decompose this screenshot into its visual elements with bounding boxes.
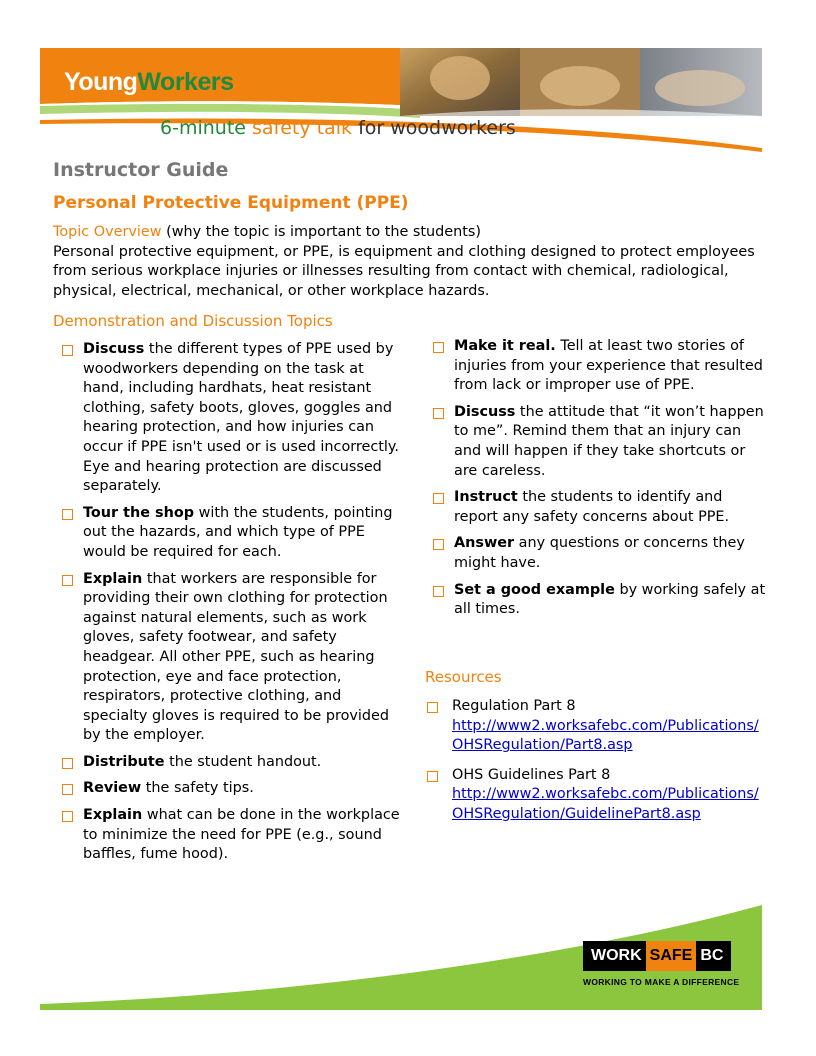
list-item xyxy=(61,779,401,799)
resource-label: OHS Guidelines Part 8 xyxy=(452,766,611,783)
checkbox-icon xyxy=(62,575,73,586)
item-text: that workers are responsible for providing their own clothing for protection against natural elements, such as work gloves, safety footwear, and safety headgear. All other PPE, such as hearing protection, eye and face protection, respirators, protective clothing, and specialty gloves is required to be provided by the employer. xyxy=(83,570,390,744)
item-text: the students to identify and report any safety concerns about PPE. xyxy=(454,489,730,525)
item-bold: Tour the shop xyxy=(83,504,195,521)
resource-item xyxy=(425,766,765,825)
logo-safe: SAFE xyxy=(646,941,697,971)
item-bold: Discuss xyxy=(83,341,145,357)
tagline-safety-talk: safety talk xyxy=(252,117,353,139)
tagline-audience: for woodworkers xyxy=(358,117,516,139)
list-item xyxy=(61,753,401,773)
checkbox-icon xyxy=(62,784,73,795)
item-bold: Distribute xyxy=(83,753,165,770)
section-title: Personal Protective Equipment (PPE) xyxy=(53,193,409,213)
list-item xyxy=(61,570,401,746)
item-bold: Discuss xyxy=(454,403,516,420)
checkbox-icon xyxy=(433,539,444,550)
list-item xyxy=(432,337,768,396)
list-item xyxy=(61,806,401,865)
item-bold: Instruct xyxy=(454,489,518,506)
overview-subheading: (why the topic is important to the students) xyxy=(166,224,482,240)
document-title: Instructor Guide xyxy=(53,159,229,181)
banner-tagline xyxy=(160,117,516,139)
item-text: Tell at least two stories of injuries from your experience that resulted from lack or improper use of PPE. xyxy=(454,338,763,394)
checkbox-icon xyxy=(62,509,73,520)
item-text: any questions or concerns they might have. xyxy=(454,535,745,571)
worksafebc-logo xyxy=(583,941,739,987)
checkbox-icon xyxy=(433,342,444,353)
checkbox-icon xyxy=(433,493,444,504)
list-item xyxy=(432,534,768,573)
list-item xyxy=(61,504,401,563)
resources-list xyxy=(425,697,765,835)
logo-bc: BC xyxy=(696,941,731,971)
overview-heading: Topic Overview xyxy=(53,224,162,240)
checkbox-icon xyxy=(427,702,438,713)
brand-young: Young xyxy=(64,68,138,96)
overview-body: Personal protective equipment, or PPE, is equipment and clothing designed to protect employees from serious workplace injuries or illnesses resulting from contact with chemical, radiological, physical, electrical, mechanical, or other workplace hazards. xyxy=(53,243,755,299)
item-text: with the students, pointing out the hazards, and which type of PPE would be required for each. xyxy=(83,504,393,560)
checkbox-icon xyxy=(62,811,73,822)
resource-label: Regulation Part 8 xyxy=(452,698,576,714)
checkbox-icon xyxy=(433,408,444,419)
list-item xyxy=(61,340,401,497)
item-text: the safety tips. xyxy=(141,780,254,797)
resource-link[interactable]: http://www2.worksafebc.com/Publications/OHSRegulation/Part8.asp xyxy=(452,717,759,754)
item-bold: Make it real. xyxy=(454,338,556,354)
item-text: what can be done in the workplace to minimize the need for PPE (e.g., sound baffles, fume hood). xyxy=(83,807,400,863)
youngworkers-logo xyxy=(64,68,234,97)
list-item xyxy=(432,403,768,481)
item-bold: Explain xyxy=(83,807,143,824)
woodworking-photos xyxy=(400,48,762,116)
resources-heading: Resources xyxy=(425,668,502,686)
checkbox-icon xyxy=(62,758,73,769)
logo-tagline: WORKING TO MAKE A DIFFERENCE xyxy=(583,977,740,987)
demo-heading: Demonstration and Discussion Topics xyxy=(53,312,333,330)
resource-link[interactable]: http://www2.worksafebc.com/Publications/OHSRegulation/GuidelinePart8.asp xyxy=(452,786,759,822)
resource-item xyxy=(425,697,765,756)
item-bold: Review xyxy=(83,780,142,797)
item-bold: Set a good example xyxy=(454,581,615,598)
checkbox-icon xyxy=(433,586,444,597)
logo-work: WORK xyxy=(583,941,646,971)
checkbox-icon xyxy=(62,345,73,356)
item-bold: Explain xyxy=(83,570,143,587)
list-item xyxy=(432,581,768,620)
item-text: the different types of PPE used by woodworkers depending on the task at hand, including hardhats, heat resistant clothing, safety boots, gloves, goggles and hearing protection, and how injuries can occur if PPE isn't used or is used incorrectly. Eye and hearing protection are discussed separately. xyxy=(83,341,399,495)
list-item xyxy=(432,488,768,527)
tagline-minutes: 6-minute xyxy=(160,117,246,139)
item-text: by working safely at all times. xyxy=(454,581,766,618)
demo-right-column xyxy=(432,337,768,627)
item-text: the student handout. xyxy=(164,753,322,770)
item-text: the attitude that “it won’t happen to me”. Remind them that an injury can and will happen if they take shortcuts or are careless. xyxy=(454,403,764,479)
demo-left-column xyxy=(61,340,401,872)
brand-workers: Workers xyxy=(137,68,234,96)
header-banner xyxy=(40,48,762,152)
checkbox-icon xyxy=(427,771,438,782)
item-bold: Answer xyxy=(454,535,515,552)
topic-overview xyxy=(53,223,773,301)
